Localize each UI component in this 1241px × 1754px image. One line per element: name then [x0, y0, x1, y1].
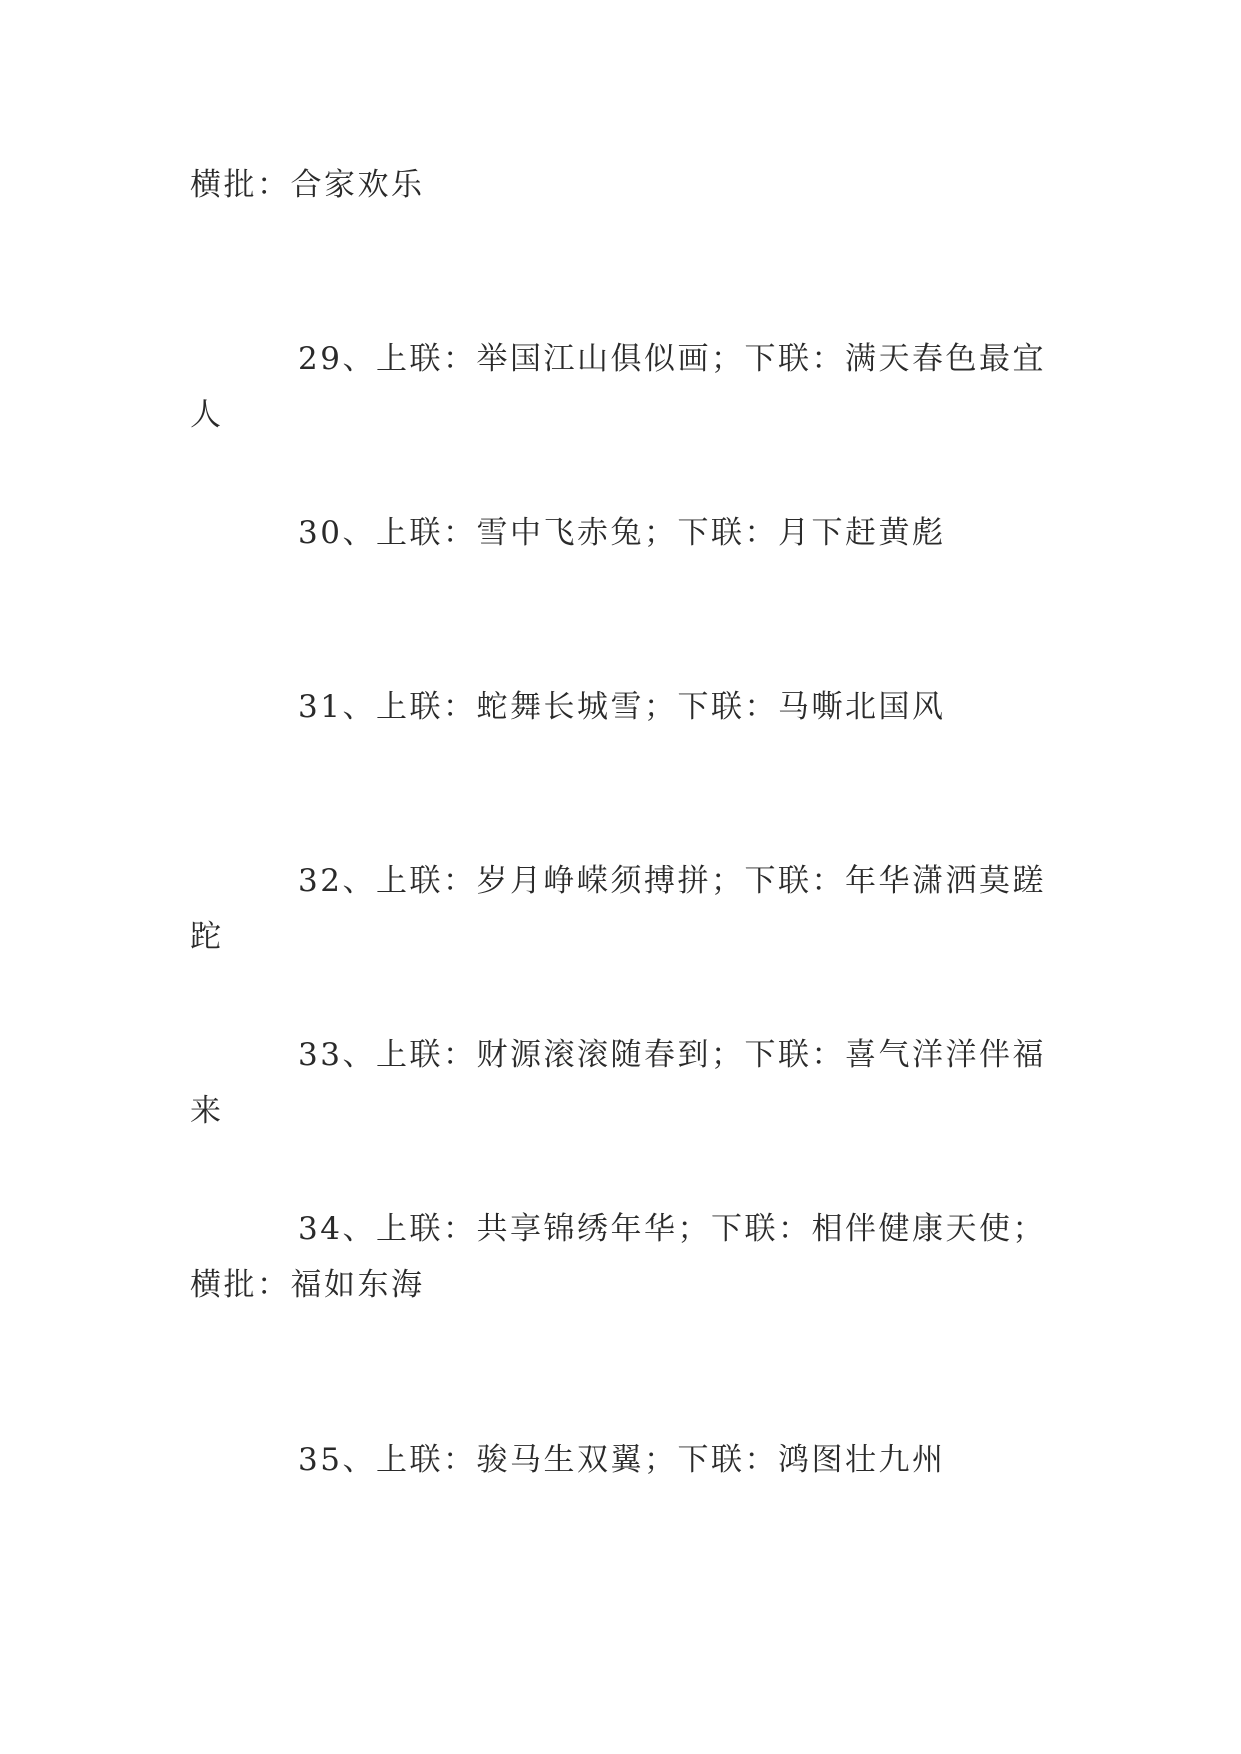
- paragraph-34: 34、上联：共享锦绣年华；下联：相伴健康天使；横批：福如东海: [190, 1211, 1046, 1303]
- paragraph-32: 32、上联：岁月峥嵘须搏拼；下联：年华潇洒莫蹉跎: [190, 863, 1046, 955]
- paragraph-33: 33、上联：财源滚滚随春到；下联：喜气洋洋伴福来: [190, 1037, 1046, 1129]
- paragraph-31: 31、上联：蛇舞长城雪；下联：马嘶北国风: [298, 689, 946, 725]
- paragraph-35: 35、上联：骏马生双翼；下联：鸿图壮九州: [298, 1442, 946, 1478]
- paragraph-heng-pi: 横批：合家欢乐: [190, 167, 425, 203]
- paragraph-29: 29、上联：举国江山俱似画；下联：满天春色最宜人: [190, 341, 1046, 433]
- paragraph-30: 30、上联：雪中飞赤兔；下联：月下赶黄彪: [298, 515, 946, 551]
